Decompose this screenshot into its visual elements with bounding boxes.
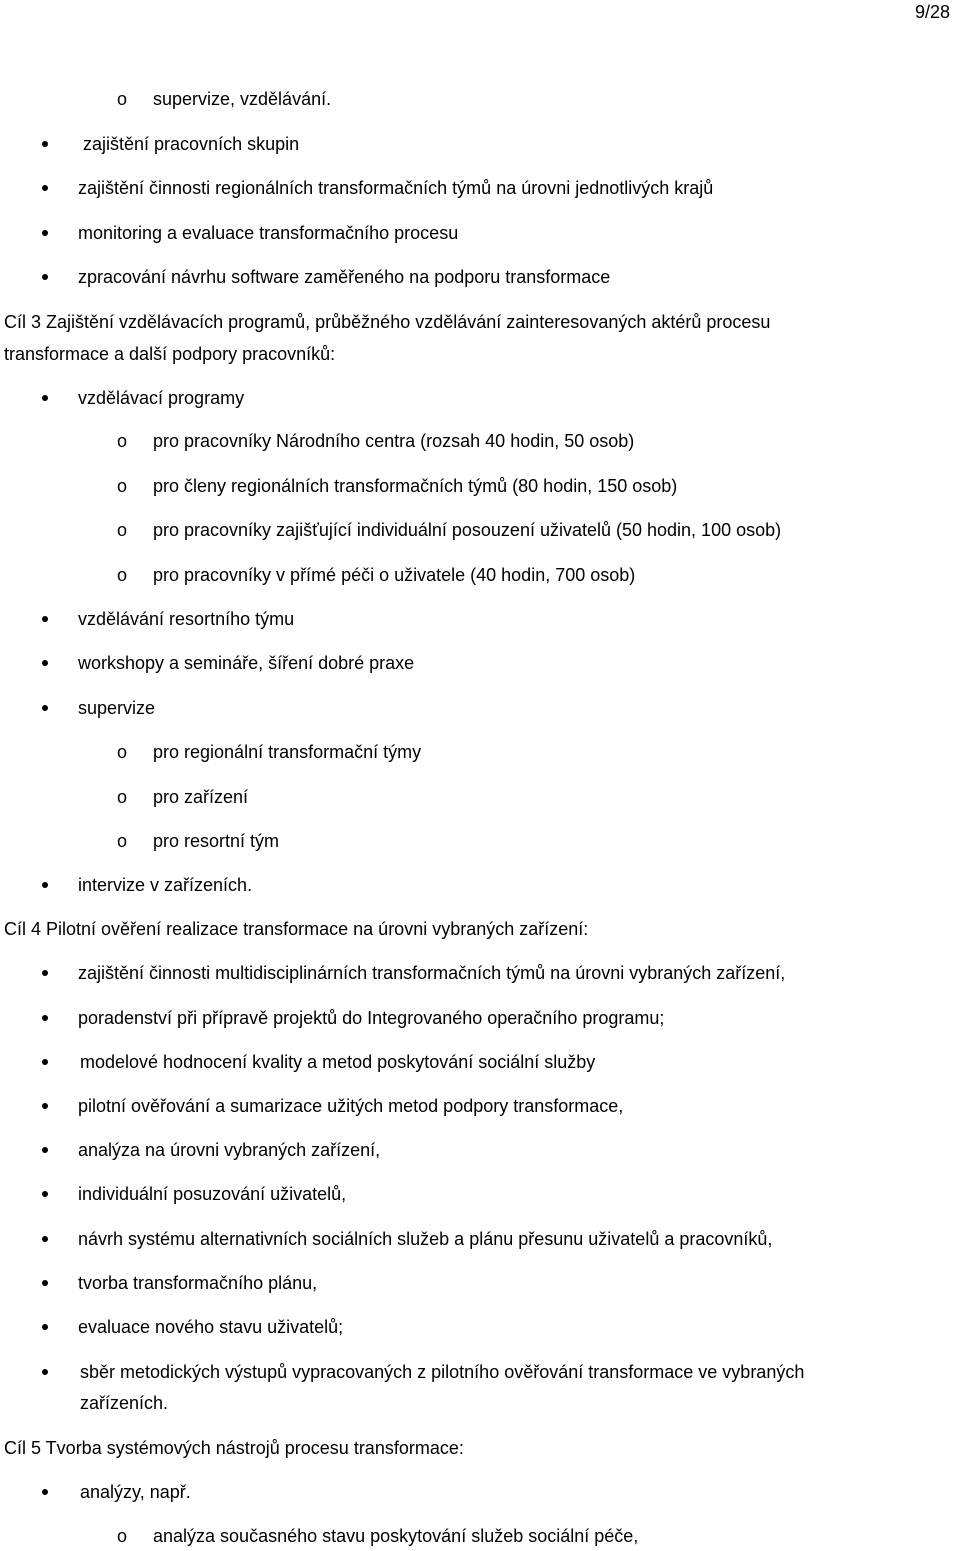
bullet-icon (42, 970, 48, 976)
list-item: analýza na úrovni vybraných zařízení, (78, 1140, 381, 1160)
list-item: monitoring a evaluace transformačního procesu (78, 223, 459, 243)
goal-heading-continued: transformace a další podpory pracovníků: (4, 344, 336, 364)
list-item: zajištění činnosti multidisciplinárních transformačních týmů na úrovni vybraných zařízení, (78, 963, 786, 983)
sub-list-item: pro resortní tým (153, 831, 280, 851)
list-item-continued: zařízeních. (80, 1393, 169, 1413)
sub-bullet-marker: o (117, 831, 128, 851)
bullet-icon (42, 616, 48, 622)
sub-bullet-marker: o (117, 476, 128, 496)
sub-list-item: analýza současného stavu poskytování služeb sociální péče, (153, 1526, 639, 1546)
list-item: workshopy a semináře, šíření dobré praxe (78, 653, 415, 673)
list-item: intervize v zařízeních. (78, 875, 253, 895)
bullet-icon (42, 705, 48, 711)
list-item: poradenství při přípravě projektů do Integrovaného operačního programu; (78, 1008, 665, 1028)
list-item: návrh systému alternativních sociálních služeb a plánu přesunu uživatelů a pracovníků, (78, 1229, 773, 1249)
bullet-icon (42, 660, 48, 666)
bullet-icon (42, 274, 48, 280)
list-item: sběr metodických výstupů vypracovaných z pilotního ověřování transformace ve vybraných (80, 1362, 805, 1382)
bullet-icon (42, 1147, 48, 1153)
sub-bullet-marker: o (117, 89, 128, 109)
bullet-icon (42, 1236, 48, 1242)
bullet-icon (42, 1369, 48, 1375)
list-item: pilotní ověřování a sumarizace užitých metod podpory transformace, (78, 1096, 624, 1116)
list-item: supervize, vzdělávání. (153, 89, 332, 109)
bullet-icon (42, 1059, 48, 1065)
list-item: zajištění činnosti regionálních transformačních týmů na úrovni jednotlivých krajů (78, 178, 714, 198)
bullet-icon (42, 1489, 48, 1495)
list-item: vzdělávání resortního týmu (78, 609, 295, 629)
sub-list-item: pro pracovníky v přímé péči o uživatele (40 hodin, 700 osob) (153, 565, 636, 585)
goal-heading: Cíl 3 Zajištění vzdělávacích programů, průběžného vzdělávání zainteresovaných aktérů procesu (4, 312, 771, 332)
sub-bullet-marker: o (117, 431, 128, 451)
sub-list-item: pro pracovníky Národního centra (rozsah 40 hodin, 50 osob) (153, 431, 635, 451)
sub-list-item: pro členy regionálních transformačních týmů (80 hodin, 150 osob) (153, 476, 678, 496)
list-item: vzdělávací programy (78, 388, 245, 408)
sub-bullet-marker: o (117, 787, 128, 807)
list-item: supervize (78, 698, 156, 718)
sub-list-item: pro pracovníky zajišťující individuální posouzení uživatelů (50 hodin, 100 osob) (153, 520, 782, 540)
list-item: zpracování návrhu software zaměřeného na podporu transformace (78, 267, 611, 287)
bullet-icon (42, 395, 48, 401)
sub-list-item: pro regionální transformační týmy (153, 742, 422, 762)
bullet-icon (42, 1191, 48, 1197)
sub-bullet-marker: o (117, 742, 128, 762)
bullet-icon (42, 185, 48, 191)
bullet-icon (42, 882, 48, 888)
list-item: zajištění pracovních skupin (83, 134, 300, 154)
sub-bullet-marker: o (117, 1526, 128, 1546)
bullet-icon (42, 1103, 48, 1109)
goal-heading: Cíl 4 Pilotní ověření realizace transformace na úrovni vybraných zařízení: (4, 919, 589, 939)
page-number: 9/28 (914, 2, 950, 22)
list-item: modelové hodnocení kvality a metod poskytování sociální služby (80, 1052, 596, 1072)
list-item: analýzy, např. (80, 1482, 191, 1502)
bullet-icon (42, 1324, 48, 1330)
list-item: individuální posuzování uživatelů, (78, 1184, 347, 1204)
sub-bullet-marker: o (117, 565, 128, 585)
bullet-icon (42, 1280, 48, 1286)
bullet-icon (42, 1015, 48, 1021)
goal-heading: Cíl 5 Tvorba systémových nástrojů procesu transformace: (4, 1438, 464, 1458)
list-item: tvorba transformačního plánu, (78, 1273, 318, 1293)
sub-list-item: pro zařízení (153, 787, 249, 807)
sub-bullet-marker: o (117, 520, 128, 540)
list-item: evaluace nového stavu uživatelů; (78, 1317, 344, 1337)
bullet-icon (42, 141, 48, 147)
bullet-icon (42, 230, 48, 236)
